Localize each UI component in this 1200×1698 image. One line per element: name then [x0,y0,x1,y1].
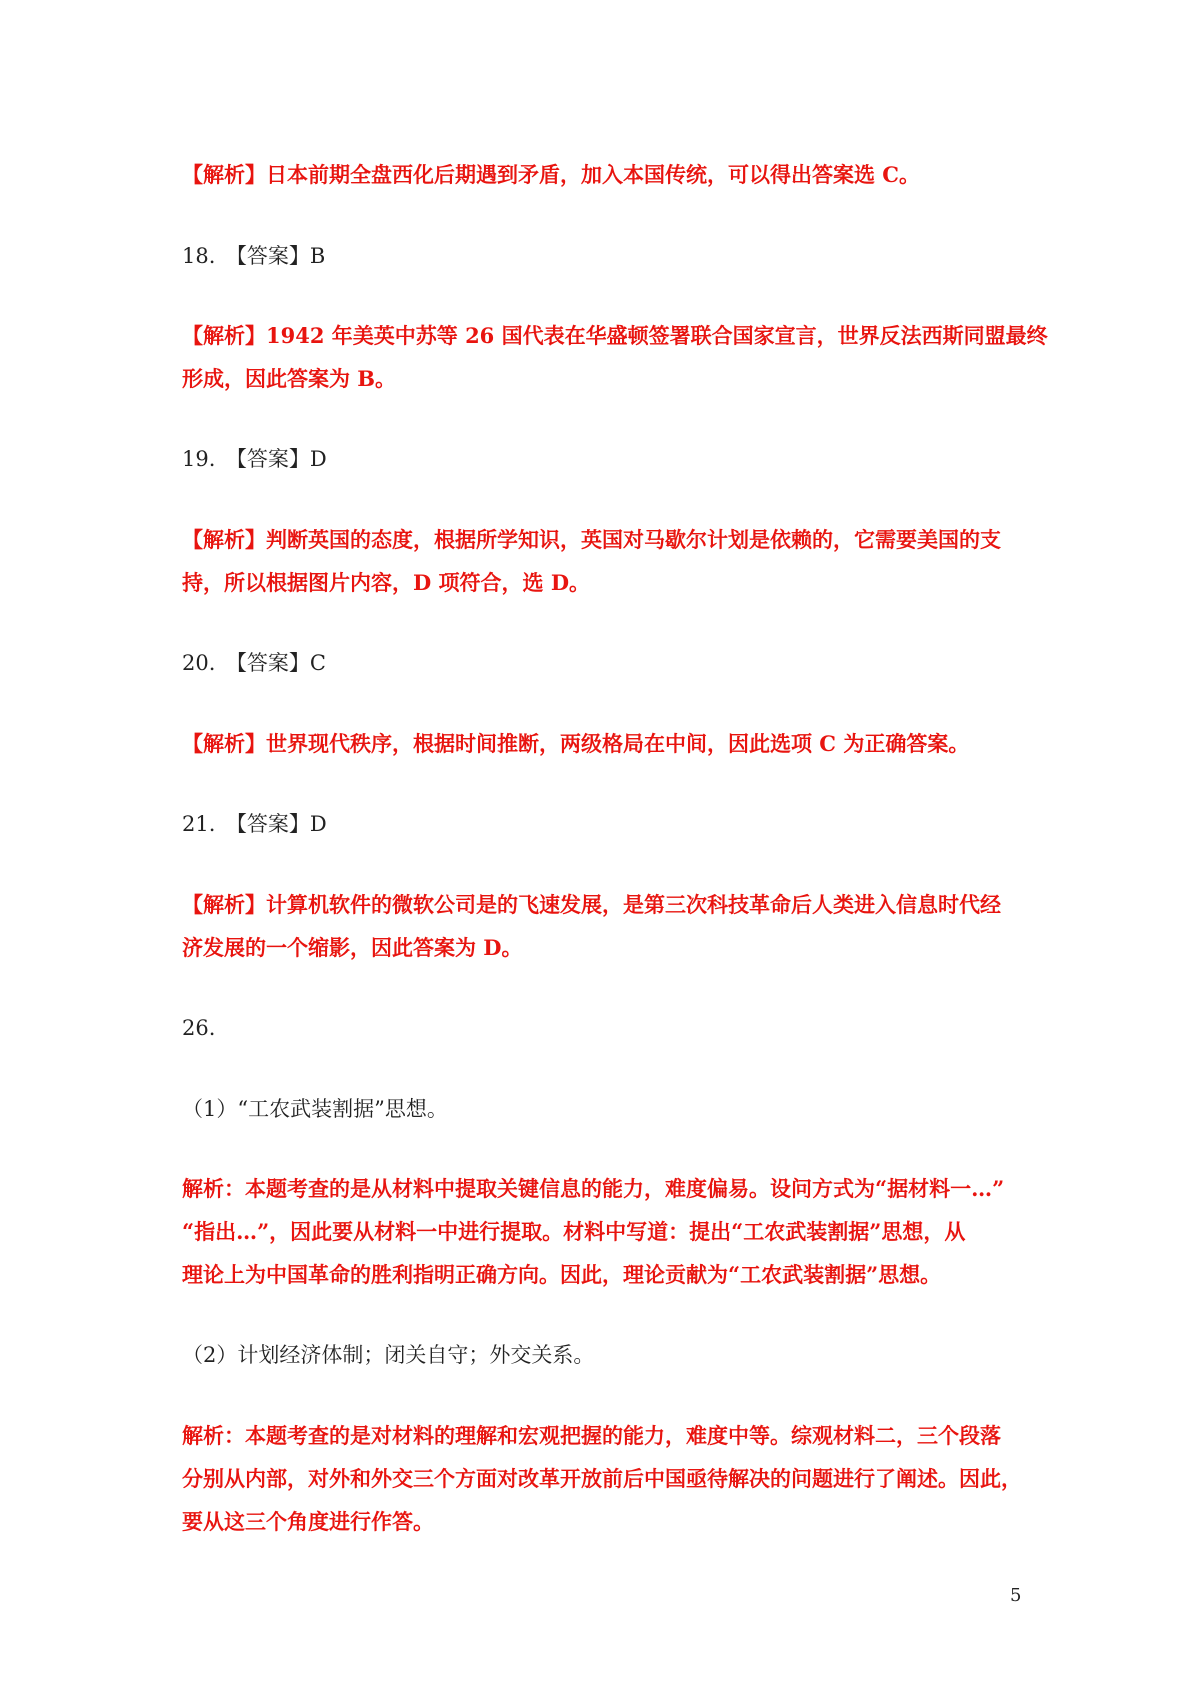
answer-line-21: 21. 【答案】D [182,812,327,836]
answer-line-18: 18. 【答案】B [182,244,326,268]
explanation-line: 【解析】计算机软件的微软公司是的飞速发展，是第三次科技革命后人类进入信息时代经 [182,892,1001,917]
explanation-line: “指出…”，因此要从材料一中进行提取。材料中写道：提出“工农武装割据”思想，从 [182,1219,966,1244]
explanation-line: 分别从内部，对外和外交三个方面对改革开放前后中国亟待解决的问题进行了阐述。因此， [182,1466,1022,1491]
explanation-line: 解析：本题考查的是对材料的理解和宏观把握的能力，难度中等。综观材料二，三个段落 [182,1423,1001,1448]
explanation-line: 持，所以根据图片内容，D 项符合，选 D。 [182,570,591,595]
answer-line-19: 19. 【答案】D [182,447,327,471]
explanation-line: 要从这三个角度进行作答。 [182,1509,434,1534]
explanation-line: 【解析】1942 年美英中苏等 26 国代表在华盛顿签署联合国家宣言，世界反法西斯同盟最终 [182,323,1048,348]
explanation-line: 【解析】世界现代秩序，根据时间推断，两级格局在中间，因此选项 C 为正确答案。 [182,731,970,756]
sub-answer-1: （1）“工农武装割据”思想。 [182,1097,448,1121]
explanation-line: 解析：本题考查的是从材料中提取关键信息的能力，难度偏易。设问方式为“据材料一…” [182,1176,1005,1201]
explanation-line: 形成，因此答案为 B。 [182,366,397,391]
explanation-line: 理论上为中国革命的胜利指明正确方向。因此，理论贡献为“工农武装割据”思想。 [182,1262,942,1287]
explanation-line: 【解析】日本前期全盘西化后期遇到矛盾，加入本国传统，可以得出答案选 C。 [182,162,921,187]
explanation-line: 济发展的一个缩影，因此答案为 D。 [182,935,523,960]
answer-line-20: 20. 【答案】C [182,651,326,675]
page-number: 5 [1010,1585,1022,1606]
explanation-line: 【解析】判断英国的态度，根据所学知识，英国对马歇尔计划是依赖的，它需要美国的支 [182,527,1001,552]
question-number-26: 26. [182,1016,216,1040]
sub-answer-2: （2）计划经济体制；闭关自守；外交关系。 [182,1343,595,1367]
